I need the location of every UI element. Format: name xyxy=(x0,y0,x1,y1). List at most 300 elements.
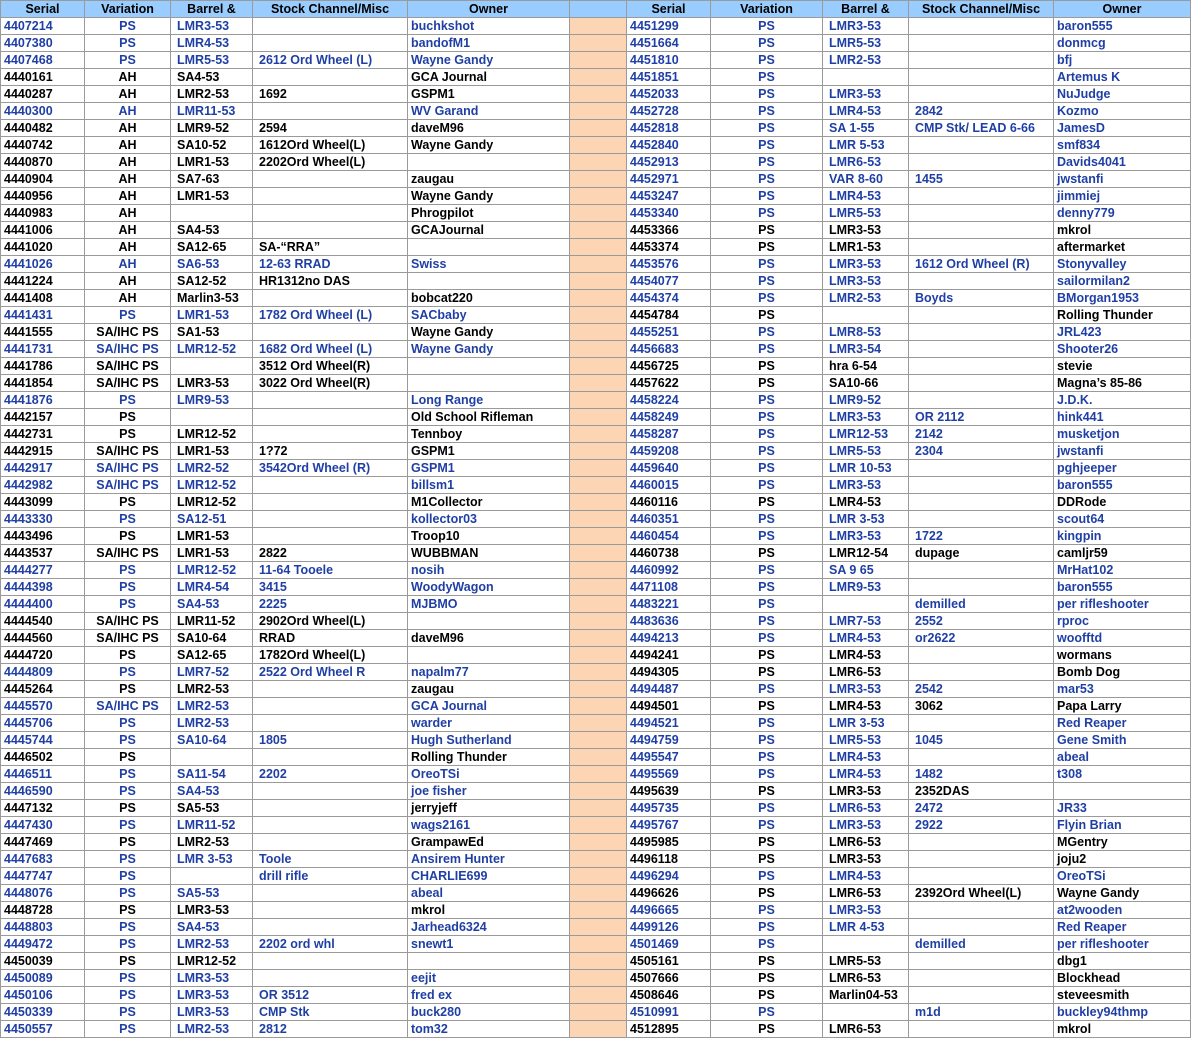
cell-variation[interactable]: AH xyxy=(85,188,171,205)
cell-owner[interactable]: GSPM1 xyxy=(408,460,570,477)
cell-variation[interactable]: AH xyxy=(85,290,171,307)
cell-variation-right[interactable]: PS xyxy=(711,35,823,52)
cell-serial[interactable]: 4445706 xyxy=(1,715,85,732)
cell-stock[interactable] xyxy=(253,392,408,409)
cell-variation[interactable]: SA/IHC PS xyxy=(85,630,171,647)
cell-owner-right[interactable]: baron555 xyxy=(1054,579,1191,596)
cell-barrel-right[interactable]: LMR4-53 xyxy=(823,630,909,647)
cell-variation[interactable]: AH xyxy=(85,154,171,171)
cell-stock-right[interactable]: dupage xyxy=(909,545,1054,562)
cell-variation-right[interactable]: PS xyxy=(711,834,823,851)
cell-stock[interactable] xyxy=(253,18,408,35)
cell-serial-right[interactable]: 4494305 xyxy=(627,664,711,681)
cell-stock-right[interactable] xyxy=(909,647,1054,664)
cell-owner-right[interactable]: JRL423 xyxy=(1054,324,1191,341)
cell-owner[interactable]: Hugh Sutherland xyxy=(408,732,570,749)
cell-stock-right[interactable] xyxy=(909,902,1054,919)
cell-barrel[interactable] xyxy=(171,205,253,222)
cell-stock[interactable]: OR 3512 xyxy=(253,987,408,1004)
cell-owner[interactable]: Jarhead6324 xyxy=(408,919,570,936)
cell-owner[interactable]: Wayne Gandy xyxy=(408,52,570,69)
cell-stock-right[interactable] xyxy=(909,307,1054,324)
cell-variation[interactable]: PS xyxy=(85,817,171,834)
cell-owner-right[interactable]: jwstanfi xyxy=(1054,171,1191,188)
cell-variation[interactable]: SA/IHC PS xyxy=(85,341,171,358)
cell-owner[interactable]: abeal xyxy=(408,885,570,902)
cell-variation-right[interactable]: PS xyxy=(711,817,823,834)
cell-barrel[interactable]: LMR3-53 xyxy=(171,970,253,987)
cell-barrel[interactable]: LMR1-53 xyxy=(171,528,253,545)
cell-variation-right[interactable]: PS xyxy=(711,171,823,188)
cell-barrel[interactable]: LMR1-53 xyxy=(171,188,253,205)
cell-owner[interactable]: jerryjeff xyxy=(408,800,570,817)
cell-serial-right[interactable]: 4456683 xyxy=(627,341,711,358)
cell-variation-right[interactable]: PS xyxy=(711,528,823,545)
cell-owner-right[interactable]: Kozmo xyxy=(1054,103,1191,120)
cell-stock[interactable] xyxy=(253,681,408,698)
cell-variation-right[interactable]: PS xyxy=(711,1004,823,1021)
cell-variation-right[interactable]: PS xyxy=(711,868,823,885)
cell-serial-right[interactable]: 4495767 xyxy=(627,817,711,834)
cell-stock[interactable]: 1612Ord Wheel(L) xyxy=(253,137,408,154)
cell-owner[interactable]: SACbaby xyxy=(408,307,570,324)
cell-stock[interactable] xyxy=(253,528,408,545)
cell-barrel[interactable]: LMR2-53 xyxy=(171,1021,253,1038)
cell-stock-right[interactable]: 2472 xyxy=(909,800,1054,817)
cell-serial[interactable]: 4450089 xyxy=(1,970,85,987)
cell-stock-right[interactable] xyxy=(909,953,1054,970)
cell-variation[interactable]: SA/IHC PS xyxy=(85,477,171,494)
cell-stock[interactable]: 1782 Ord Wheel (L) xyxy=(253,307,408,324)
cell-stock[interactable]: drill rifle xyxy=(253,868,408,885)
cell-stock[interactable]: 2202 xyxy=(253,766,408,783)
cell-serial-right[interactable]: 4451851 xyxy=(627,69,711,86)
cell-barrel[interactable]: LMR2-53 xyxy=(171,86,253,103)
cell-serial[interactable]: 4440742 xyxy=(1,137,85,154)
header-owner[interactable]: Owner xyxy=(408,1,570,18)
cell-owner-right[interactable]: mar53 xyxy=(1054,681,1191,698)
cell-stock[interactable] xyxy=(253,222,408,239)
cell-variation[interactable]: PS xyxy=(85,715,171,732)
cell-variation[interactable]: PS xyxy=(85,800,171,817)
cell-barrel-right[interactable]: LMR9-53 xyxy=(823,579,909,596)
cell-stock-right[interactable] xyxy=(909,324,1054,341)
cell-serial-right[interactable]: 4453247 xyxy=(627,188,711,205)
cell-barrel-right[interactable]: LMR4-53 xyxy=(823,749,909,766)
cell-owner[interactable]: Tennboy xyxy=(408,426,570,443)
cell-owner-right[interactable]: pghjeeper xyxy=(1054,460,1191,477)
cell-serial-right[interactable]: 4494241 xyxy=(627,647,711,664)
cell-barrel-right[interactable]: LMR 5-53 xyxy=(823,137,909,154)
cell-barrel-right[interactable]: LMR3-53 xyxy=(823,477,909,494)
cell-owner[interactable] xyxy=(408,239,570,256)
cell-serial-right[interactable]: 4494501 xyxy=(627,698,711,715)
cell-owner[interactable]: GCAJournal xyxy=(408,222,570,239)
cell-owner[interactable]: bobcat220 xyxy=(408,290,570,307)
cell-variation-right[interactable]: PS xyxy=(711,239,823,256)
cell-owner-right[interactable]: jwstanfi xyxy=(1054,443,1191,460)
cell-owner[interactable]: Ansirem Hunter xyxy=(408,851,570,868)
cell-stock[interactable] xyxy=(253,817,408,834)
cell-owner[interactable]: CHARLIE699 xyxy=(408,868,570,885)
cell-variation[interactable]: PS xyxy=(85,885,171,902)
cell-stock[interactable]: SA-“RRA” xyxy=(253,239,408,256)
cell-owner-right[interactable]: Magna’s 85-86 xyxy=(1054,375,1191,392)
cell-stock[interactable] xyxy=(253,477,408,494)
cell-variation[interactable]: PS xyxy=(85,562,171,579)
cell-owner-right[interactable]: sailormilan2 xyxy=(1054,273,1191,290)
cell-stock[interactable]: 2902Ord Wheel(L) xyxy=(253,613,408,630)
cell-variation[interactable]: PS xyxy=(85,409,171,426)
cell-barrel-right[interactable]: hra 6-54 xyxy=(823,358,909,375)
cell-variation-right[interactable]: PS xyxy=(711,664,823,681)
cell-variation[interactable]: AH xyxy=(85,205,171,222)
cell-stock-right[interactable] xyxy=(909,35,1054,52)
cell-variation-right[interactable]: PS xyxy=(711,154,823,171)
cell-owner[interactable]: GCA Journal xyxy=(408,69,570,86)
cell-barrel[interactable]: SA12-51 xyxy=(171,511,253,528)
cell-owner-right[interactable]: kingpin xyxy=(1054,528,1191,545)
cell-serial-right[interactable]: 4471108 xyxy=(627,579,711,596)
cell-serial[interactable]: 4450106 xyxy=(1,987,85,1004)
cell-stock-right[interactable]: or2622 xyxy=(909,630,1054,647)
cell-variation[interactable]: AH xyxy=(85,86,171,103)
cell-owner-right[interactable]: Red Reaper xyxy=(1054,715,1191,732)
cell-stock[interactable] xyxy=(253,953,408,970)
cell-stock-right[interactable]: 2142 xyxy=(909,426,1054,443)
cell-owner-right[interactable]: woofftd xyxy=(1054,630,1191,647)
cell-serial[interactable]: 4440161 xyxy=(1,69,85,86)
cell-variation-right[interactable]: PS xyxy=(711,188,823,205)
cell-serial-right[interactable]: 4460015 xyxy=(627,477,711,494)
cell-owner[interactable]: mkrol xyxy=(408,902,570,919)
cell-owner-right[interactable]: baron555 xyxy=(1054,18,1191,35)
cell-owner[interactable]: Wayne Gandy xyxy=(408,341,570,358)
cell-barrel-right[interactable] xyxy=(823,936,909,953)
cell-owner[interactable]: Old School Rifleman xyxy=(408,409,570,426)
cell-barrel[interactable]: SA4-53 xyxy=(171,222,253,239)
cell-serial-right[interactable]: 4505161 xyxy=(627,953,711,970)
cell-barrel[interactable]: LMR4-53 xyxy=(171,35,253,52)
cell-barrel-right[interactable]: LMR2-53 xyxy=(823,290,909,307)
cell-barrel-right[interactable]: LMR7-53 xyxy=(823,613,909,630)
cell-owner[interactable]: nosih xyxy=(408,562,570,579)
cell-serial[interactable]: 4448076 xyxy=(1,885,85,902)
cell-serial[interactable]: 4440482 xyxy=(1,120,85,137)
cell-serial[interactable]: 4445570 xyxy=(1,698,85,715)
cell-barrel-right[interactable]: LMR3-54 xyxy=(823,341,909,358)
cell-barrel[interactable]: LMR11-53 xyxy=(171,103,253,120)
cell-owner-right[interactable]: baron555 xyxy=(1054,477,1191,494)
cell-variation[interactable]: PS xyxy=(85,783,171,800)
cell-owner-right[interactable]: scout64 xyxy=(1054,511,1191,528)
cell-stock[interactable]: 1692 xyxy=(253,86,408,103)
cell-stock[interactable] xyxy=(253,970,408,987)
cell-variation[interactable]: PS xyxy=(85,52,171,69)
cell-serial-right[interactable]: 4460116 xyxy=(627,494,711,511)
cell-stock-right[interactable] xyxy=(909,970,1054,987)
cell-variation[interactable]: AH xyxy=(85,137,171,154)
cell-stock-right[interactable] xyxy=(909,579,1054,596)
cell-stock[interactable]: 2225 xyxy=(253,596,408,613)
cell-serial[interactable]: 4440904 xyxy=(1,171,85,188)
cell-variation[interactable]: PS xyxy=(85,868,171,885)
cell-owner[interactable]: GSPM1 xyxy=(408,86,570,103)
cell-variation[interactable]: AH xyxy=(85,256,171,273)
cell-stock-right[interactable]: OR 2112 xyxy=(909,409,1054,426)
cell-variation[interactable]: PS xyxy=(85,596,171,613)
header-owner-right[interactable]: Owner xyxy=(1054,1,1191,18)
cell-owner[interactable]: Wayne Gandy xyxy=(408,324,570,341)
cell-owner-right[interactable] xyxy=(1054,783,1191,800)
cell-variation[interactable]: SA/IHC PS xyxy=(85,443,171,460)
cell-variation[interactable]: PS xyxy=(85,987,171,1004)
cell-owner-right[interactable]: buckley94thmp xyxy=(1054,1004,1191,1021)
cell-stock-right[interactable] xyxy=(909,137,1054,154)
cell-serial[interactable]: 4442915 xyxy=(1,443,85,460)
cell-owner[interactable]: MJBMO xyxy=(408,596,570,613)
header-stock[interactable]: Stock Channel/Misc xyxy=(253,1,408,18)
cell-owner[interactable]: tom32 xyxy=(408,1021,570,1038)
cell-stock[interactable] xyxy=(253,885,408,902)
cell-barrel-right[interactable] xyxy=(823,596,909,613)
cell-barrel[interactable]: LMR12-52 xyxy=(171,341,253,358)
cell-barrel-right[interactable]: SA 1-55 xyxy=(823,120,909,137)
cell-barrel[interactable]: SA11-54 xyxy=(171,766,253,783)
cell-serial-right[interactable]: 4507666 xyxy=(627,970,711,987)
cell-barrel-right[interactable]: LMR4-53 xyxy=(823,698,909,715)
cell-barrel[interactable]: LMR1-53 xyxy=(171,307,253,324)
cell-variation[interactable]: PS xyxy=(85,970,171,987)
cell-serial-right[interactable]: 4452971 xyxy=(627,171,711,188)
cell-owner[interactable]: buck280 xyxy=(408,1004,570,1021)
cell-barrel[interactable]: LMR3-53 xyxy=(171,18,253,35)
cell-serial-right[interactable]: 4496294 xyxy=(627,868,711,885)
cell-serial-right[interactable]: 4494521 xyxy=(627,715,711,732)
cell-variation-right[interactable]: PS xyxy=(711,120,823,137)
cell-stock[interactable]: 3415 xyxy=(253,579,408,596)
header-variation[interactable]: Variation xyxy=(85,1,171,18)
cell-serial[interactable]: 4447683 xyxy=(1,851,85,868)
cell-barrel[interactable]: LMR5-53 xyxy=(171,52,253,69)
cell-serial[interactable]: 4407214 xyxy=(1,18,85,35)
cell-serial[interactable]: 4441786 xyxy=(1,358,85,375)
cell-barrel[interactable]: SA5-53 xyxy=(171,885,253,902)
cell-stock-right[interactable]: 2542 xyxy=(909,681,1054,698)
cell-barrel-right[interactable] xyxy=(823,1004,909,1021)
cell-serial[interactable]: 4448728 xyxy=(1,902,85,919)
cell-barrel-right[interactable]: LMR4-53 xyxy=(823,103,909,120)
cell-owner-right[interactable]: rproc xyxy=(1054,613,1191,630)
cell-variation[interactable]: AH xyxy=(85,69,171,86)
cell-stock[interactable]: 2522 Ord Wheel R xyxy=(253,664,408,681)
cell-owner[interactable]: wags2161 xyxy=(408,817,570,834)
cell-stock-right[interactable]: 2352DAS xyxy=(909,783,1054,800)
cell-stock[interactable]: 2822 xyxy=(253,545,408,562)
cell-serial-right[interactable]: 4458249 xyxy=(627,409,711,426)
cell-serial-right[interactable]: 4501469 xyxy=(627,936,711,953)
cell-serial-right[interactable]: 4460351 xyxy=(627,511,711,528)
cell-variation[interactable]: SA/IHC PS xyxy=(85,698,171,715)
cell-serial[interactable]: 4441006 xyxy=(1,222,85,239)
cell-serial[interactable]: 4440870 xyxy=(1,154,85,171)
cell-serial[interactable]: 4440956 xyxy=(1,188,85,205)
cell-stock-right[interactable]: m1d xyxy=(909,1004,1054,1021)
cell-barrel[interactable]: SA12-65 xyxy=(171,239,253,256)
cell-owner[interactable]: WV Garand xyxy=(408,103,570,120)
cell-barrel-right[interactable]: LMR3-53 xyxy=(823,86,909,103)
cell-variation-right[interactable]: PS xyxy=(711,936,823,953)
cell-serial[interactable]: 4446590 xyxy=(1,783,85,800)
cell-owner-right[interactable]: Bomb Dog xyxy=(1054,664,1191,681)
cell-variation[interactable]: PS xyxy=(85,426,171,443)
cell-variation[interactable]: PS xyxy=(85,35,171,52)
cell-barrel-right[interactable]: LMR3-53 xyxy=(823,817,909,834)
cell-variation-right[interactable]: PS xyxy=(711,698,823,715)
cell-barrel-right[interactable]: LMR6-53 xyxy=(823,154,909,171)
cell-variation[interactable]: PS xyxy=(85,511,171,528)
cell-variation[interactable]: PS xyxy=(85,919,171,936)
cell-variation[interactable]: SA/IHC PS xyxy=(85,375,171,392)
cell-variation[interactable]: PS xyxy=(85,834,171,851)
cell-serial[interactable]: 4442982 xyxy=(1,477,85,494)
cell-variation-right[interactable]: PS xyxy=(711,511,823,528)
cell-stock-right[interactable] xyxy=(909,494,1054,511)
cell-serial-right[interactable]: 4483221 xyxy=(627,596,711,613)
cell-owner-right[interactable]: abeal xyxy=(1054,749,1191,766)
cell-variation-right[interactable]: PS xyxy=(711,851,823,868)
cell-stock-right[interactable] xyxy=(909,86,1054,103)
cell-serial-right[interactable]: 4452840 xyxy=(627,137,711,154)
cell-barrel-right[interactable]: LMR4-53 xyxy=(823,868,909,885)
cell-barrel-right[interactable]: LMR9-52 xyxy=(823,392,909,409)
cell-barrel[interactable]: SA7-63 xyxy=(171,171,253,188)
cell-variation-right[interactable]: PS xyxy=(711,290,823,307)
cell-serial[interactable]: 4407468 xyxy=(1,52,85,69)
cell-barrel-right[interactable]: LMR5-53 xyxy=(823,953,909,970)
cell-variation-right[interactable]: PS xyxy=(711,18,823,35)
cell-stock[interactable]: RRAD xyxy=(253,630,408,647)
cell-barrel[interactable]: LMR12-52 xyxy=(171,494,253,511)
cell-variation-right[interactable]: PS xyxy=(711,205,823,222)
cell-serial-right[interactable]: 4460738 xyxy=(627,545,711,562)
cell-barrel-right[interactable]: LMR6-53 xyxy=(823,885,909,902)
cell-owner[interactable]: daveM96 xyxy=(408,630,570,647)
cell-stock[interactable]: Toole xyxy=(253,851,408,868)
cell-barrel-right[interactable]: LMR5-53 xyxy=(823,732,909,749)
cell-serial[interactable]: 4444277 xyxy=(1,562,85,579)
cell-barrel-right[interactable]: LMR4-53 xyxy=(823,188,909,205)
cell-owner-right[interactable]: Rolling Thunder xyxy=(1054,307,1191,324)
cell-stock-right[interactable] xyxy=(909,987,1054,1004)
cell-serial[interactable]: 4443537 xyxy=(1,545,85,562)
cell-barrel-right[interactable]: LMR 4-53 xyxy=(823,919,909,936)
cell-barrel-right[interactable]: LMR6-53 xyxy=(823,1021,909,1038)
cell-variation[interactable]: AH xyxy=(85,239,171,256)
cell-stock-right[interactable] xyxy=(909,273,1054,290)
cell-variation-right[interactable]: PS xyxy=(711,579,823,596)
cell-serial[interactable]: 4441020 xyxy=(1,239,85,256)
cell-serial-right[interactable]: 4451299 xyxy=(627,18,711,35)
cell-stock-right[interactable] xyxy=(909,919,1054,936)
cell-serial[interactable]: 4441854 xyxy=(1,375,85,392)
cell-serial-right[interactable]: 4452818 xyxy=(627,120,711,137)
cell-serial[interactable]: 4441224 xyxy=(1,273,85,290)
cell-barrel[interactable]: SA12-65 xyxy=(171,647,253,664)
cell-serial[interactable]: 4450557 xyxy=(1,1021,85,1038)
cell-stock-right[interactable]: demilled xyxy=(909,936,1054,953)
cell-stock[interactable] xyxy=(253,290,408,307)
cell-serial-right[interactable]: 4495569 xyxy=(627,766,711,783)
cell-variation-right[interactable]: PS xyxy=(711,562,823,579)
cell-variation[interactable]: PS xyxy=(85,528,171,545)
cell-barrel-right[interactable]: LMR4-53 xyxy=(823,766,909,783)
cell-serial-right[interactable]: 4451810 xyxy=(627,52,711,69)
cell-barrel[interactable]: LMR2-53 xyxy=(171,698,253,715)
cell-stock[interactable] xyxy=(253,783,408,800)
cell-stock-right[interactable]: 2392Ord Wheel(L) xyxy=(909,885,1054,902)
cell-barrel[interactable]: LMR2-52 xyxy=(171,460,253,477)
cell-variation-right[interactable]: PS xyxy=(711,222,823,239)
cell-variation-right[interactable]: PS xyxy=(711,52,823,69)
cell-variation-right[interactable]: PS xyxy=(711,885,823,902)
cell-stock-right[interactable] xyxy=(909,205,1054,222)
cell-serial-right[interactable]: 4494759 xyxy=(627,732,711,749)
cell-variation-right[interactable]: PS xyxy=(711,341,823,358)
cell-variation-right[interactable]: PS xyxy=(711,494,823,511)
cell-variation[interactable]: AH xyxy=(85,171,171,188)
cell-variation-right[interactable]: PS xyxy=(711,902,823,919)
cell-variation-right[interactable]: PS xyxy=(711,86,823,103)
cell-serial[interactable]: 4449472 xyxy=(1,936,85,953)
cell-serial[interactable]: 4441408 xyxy=(1,290,85,307)
cell-variation-right[interactable]: PS xyxy=(711,715,823,732)
cell-variation-right[interactable]: PS xyxy=(711,681,823,698)
cell-serial[interactable]: 4441026 xyxy=(1,256,85,273)
cell-variation-right[interactable]: PS xyxy=(711,919,823,936)
cell-barrel[interactable]: Marlin3-53 xyxy=(171,290,253,307)
cell-variation-right[interactable]: PS xyxy=(711,69,823,86)
cell-variation[interactable]: PS xyxy=(85,494,171,511)
cell-variation[interactable]: PS xyxy=(85,936,171,953)
cell-stock-right[interactable]: 2304 xyxy=(909,443,1054,460)
cell-barrel[interactable]: LMR12-52 xyxy=(171,562,253,579)
cell-stock-right[interactable]: 3062 xyxy=(909,698,1054,715)
cell-stock-right[interactable] xyxy=(909,460,1054,477)
cell-barrel-right[interactable]: LMR3-53 xyxy=(823,18,909,35)
cell-owner-right[interactable]: aftermarket xyxy=(1054,239,1191,256)
cell-barrel-right[interactable]: LMR12-54 xyxy=(823,545,909,562)
cell-owner-right[interactable]: mkrol xyxy=(1054,1021,1191,1038)
cell-stock-right[interactable] xyxy=(909,664,1054,681)
cell-owner[interactable]: napalm77 xyxy=(408,664,570,681)
cell-variation-right[interactable]: PS xyxy=(711,749,823,766)
cell-owner[interactable]: Long Range xyxy=(408,392,570,409)
cell-owner[interactable]: M1Collector xyxy=(408,494,570,511)
cell-barrel-right[interactable]: LMR4-53 xyxy=(823,494,909,511)
cell-stock-right[interactable] xyxy=(909,749,1054,766)
cell-barrel-right[interactable]: LMR12-53 xyxy=(823,426,909,443)
cell-stock-right[interactable] xyxy=(909,834,1054,851)
cell-stock[interactable]: 1682 Ord Wheel (L) xyxy=(253,341,408,358)
cell-serial-right[interactable]: 4483636 xyxy=(627,613,711,630)
cell-owner[interactable]: buchkshot xyxy=(408,18,570,35)
cell-owner[interactable]: Swiss xyxy=(408,256,570,273)
cell-barrel[interactable]: SA12-52 xyxy=(171,273,253,290)
cell-barrel-right[interactable] xyxy=(823,69,909,86)
cell-barrel-right[interactable]: LMR1-53 xyxy=(823,239,909,256)
cell-variation-right[interactable]: PS xyxy=(711,800,823,817)
